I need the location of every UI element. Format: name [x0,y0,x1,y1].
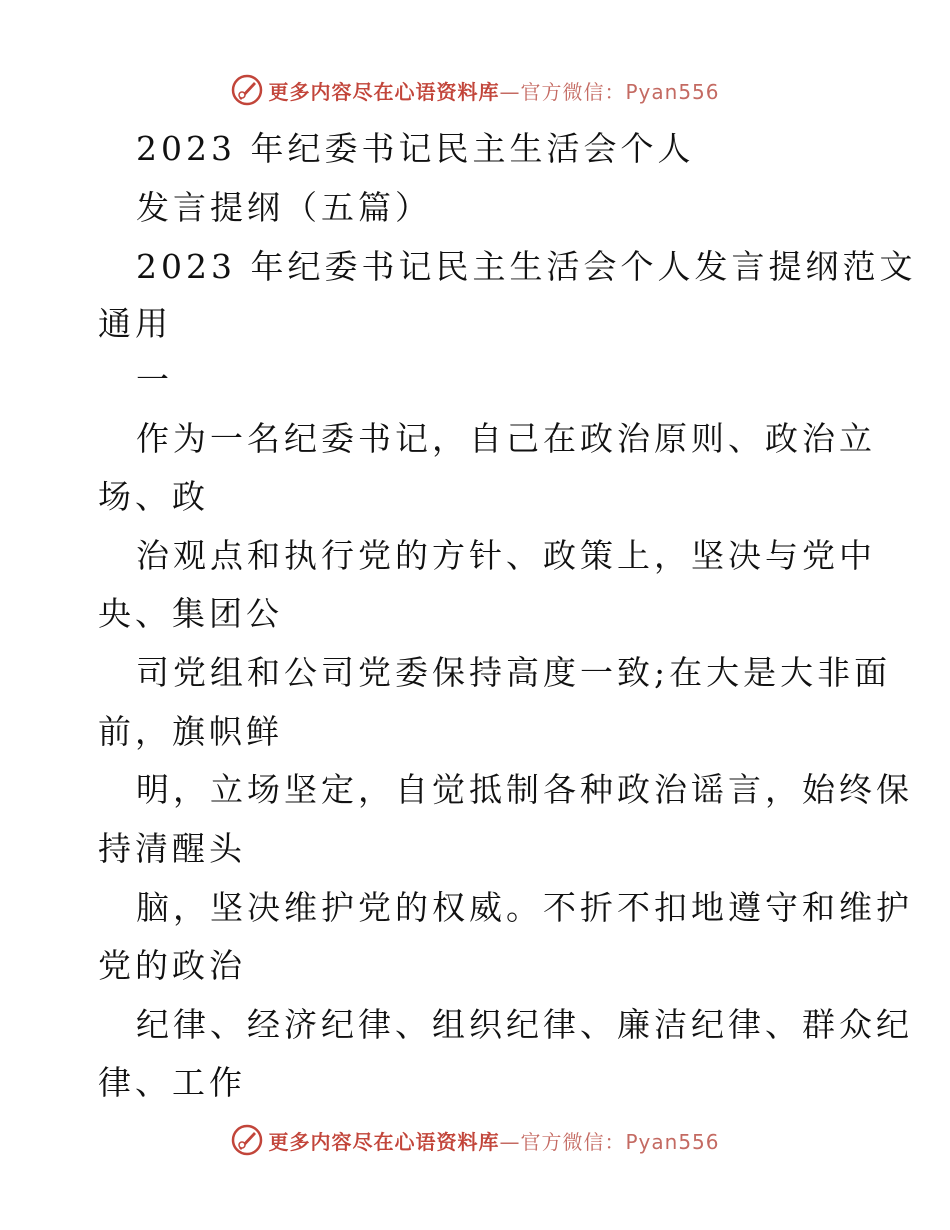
paragraph-line: 央、集团公 [98,594,283,633]
subtitle-line-1: 2023 年纪委书记民主生活会个人发言提纲范文 [136,247,917,286]
section-number: 一 [136,360,173,399]
subtitle-line-2: 通用 [98,304,172,343]
paragraph-line: 律、工作 [98,1063,246,1102]
watermark-text: 更多内容尽在心语资料库—官方微信：Pyan556 [268,1129,720,1154]
paragraph-line: 明，立场坚定，自觉抵制各种政治谣言，始终保 [136,770,913,809]
paragraph-line: 脑，坚决维护党的权威。不折不扣地遵守和维护 [136,888,913,927]
title-line-2: 发言提纲（五篇） [136,188,432,227]
paragraph-line: 纪律、经济纪律、组织纪律、廉洁纪律、群众纪 [136,1005,913,1044]
watermark-text: 更多内容尽在心语资料库—官方微信：Pyan556 [268,79,720,104]
footer-watermark [0,1120,950,1160]
paragraph-line: 前，旗帜鲜 [98,712,283,751]
paragraph-line: 作为一名纪委书记，自己在政治原则、政治立 [136,419,876,458]
title-line-1: 2023 年纪委书记民主生活会个人 [136,129,695,168]
paragraph-line: 场、政 [98,477,209,516]
quill-seal-icon [230,1123,264,1157]
paragraph-line: 党的政治 [98,946,246,985]
paragraph-line: 持清醒头 [98,829,246,868]
paragraph-line: 治观点和执行党的方针、政策上，坚决与党中 [136,536,876,575]
paragraph-line: 司党组和公司党委保持高度一致;在大是大非面 [136,653,892,692]
